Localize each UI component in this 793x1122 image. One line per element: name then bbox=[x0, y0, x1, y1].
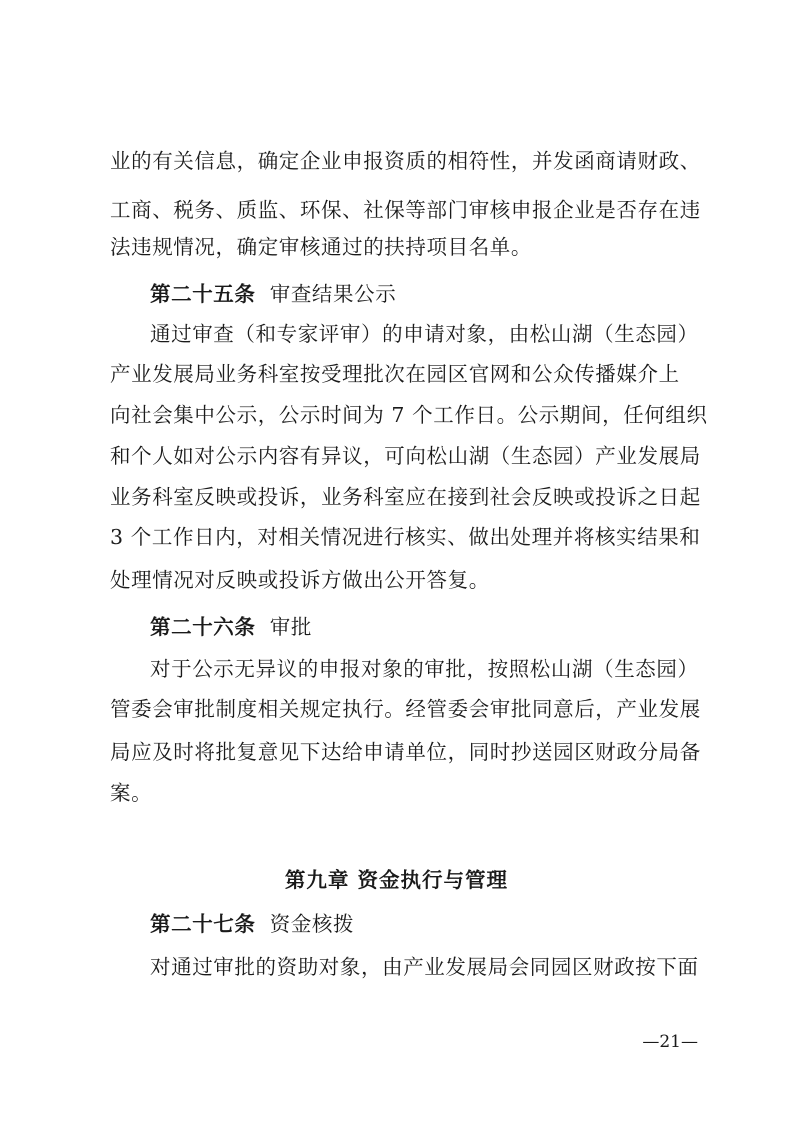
chapter-heading: 第九章 资金执行与管理 bbox=[284, 868, 509, 892]
paragraph-line: 管委会审批制度相关规定执行。经管委会审批同意后，产业发展 bbox=[110, 697, 701, 721]
article-number: 第二十六条 bbox=[150, 615, 256, 639]
article-title: 审查结果公示 bbox=[269, 282, 397, 306]
paragraph-line: 3 个工作日内，对相关情况进行核实、做出处理并将核实结果和 bbox=[110, 525, 701, 549]
paragraph-line: 法违规情况，确定审核通过的扶持项目名单。 bbox=[110, 235, 532, 259]
article-27-heading bbox=[150, 910, 700, 938]
paragraph-line: 处理情况对反映或投诉方做出公开答复。 bbox=[110, 568, 490, 592]
paragraph-line: 对于公示无异议的申报对象的审批，按照松山湖（生态园） bbox=[150, 657, 699, 681]
article-title: 资金核拨 bbox=[269, 912, 355, 936]
paragraph-line: 向社会集中公示，公示时间为 7 个工作日。公示期间，任何组织 bbox=[110, 403, 708, 427]
paragraph-line: 案。 bbox=[110, 781, 153, 805]
paragraph-line: 局应及时将批复意见下达给申请单位，同时抄送园区财政分局备 bbox=[110, 740, 701, 764]
paragraph-line: 业的有关信息，确定企业申报资质的相符性，并发函商请财政、 bbox=[110, 149, 701, 173]
article-26-heading bbox=[150, 613, 700, 641]
article-number: 第二十五条 bbox=[150, 282, 256, 306]
paragraph-line: 产业发展局业务科室按受理批次在园区官网和公众传播媒介上 bbox=[110, 362, 680, 386]
article-number: 第二十七条 bbox=[150, 912, 256, 936]
article-title: 审批 bbox=[269, 615, 312, 639]
paragraph-line: 业务科室反映或投诉，业务科室应在接到社会反映或投诉之日起 bbox=[110, 485, 701, 509]
paragraph-line: 工商、税务、质监、环保、社保等部门审核申报企业是否存在违 bbox=[110, 198, 701, 222]
paragraph-line: 通过审查（和专家评审）的申请对象，由松山湖（生态园） bbox=[150, 322, 699, 346]
article-25-heading bbox=[150, 280, 700, 308]
paragraph-line: 对通过审批的资助对象，由产业发展局会同园区财政按下面 bbox=[150, 955, 699, 979]
page-number: —21— bbox=[642, 1032, 698, 1052]
paragraph-line: 和个人如对公示内容有异议，可向松山湖（生态园）产业发展局 bbox=[110, 444, 701, 468]
